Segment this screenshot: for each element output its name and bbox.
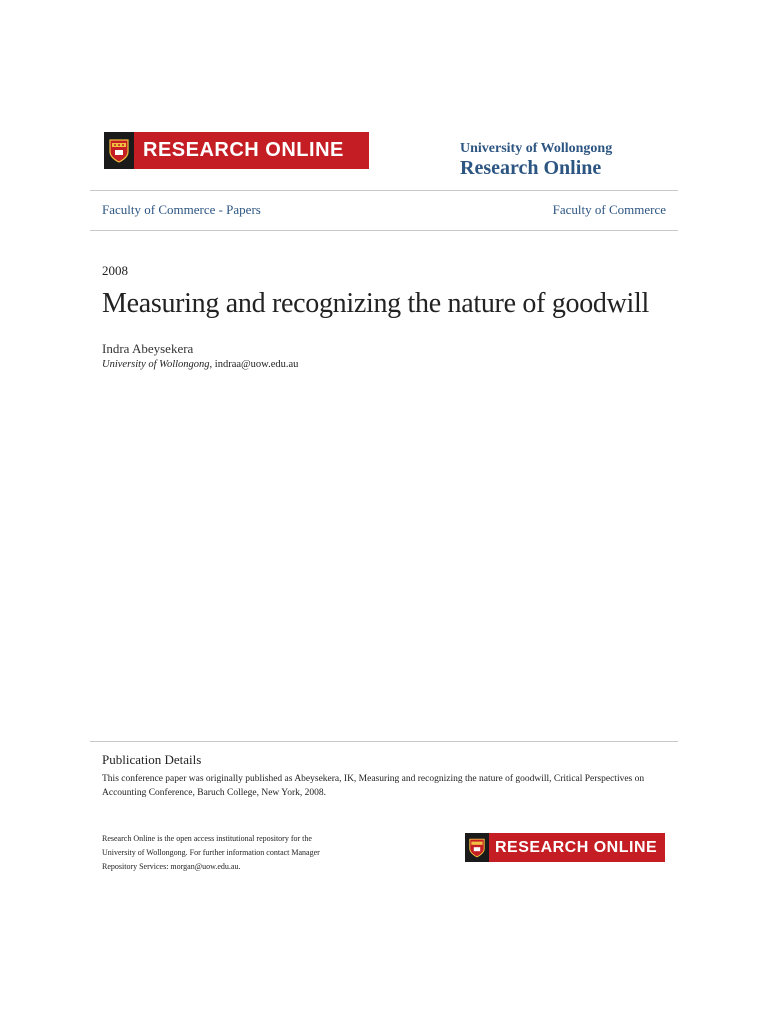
university-name: University of Wollongong [460,141,613,156]
publication-year: 2008 [102,263,128,278]
repository-info [102,832,392,874]
author-affiliation [102,359,298,370]
paper-title: Measuring and recognizing the nature of goodwill [102,288,649,319]
repository-info-line: Research Online is the open access institutional repository for the [102,834,312,843]
research-online-logo [104,132,369,169]
logo-text: RESEARCH ONLINE [495,838,658,856]
affiliation-name: University of Wollongong [102,359,210,370]
faculty-papers-link[interactable]: Faculty of Commerce - Papers [102,202,261,217]
logo-text: RESEARCH ONLINE [143,139,344,161]
publication-details-body: This conference paper was originally published as Abeysekera, IK, Measuring and recognizing the nature of goodwill, Critical Perspectives on Accounting Conference, Baruch College, New York, 2008. [102,774,645,798]
divider-top [90,190,678,191]
divider-bottom [90,741,678,742]
author-name: Indra Abeysekera [102,341,194,356]
research-online-logo-footer [465,833,665,862]
divider-middle [90,230,678,231]
repository-info-line: University of Wollongong. For further information contact Manager [102,848,320,857]
uow-crest-icon [104,132,134,169]
repository-info-line: Repository Services: morgan@uow.edu.au. [102,862,241,871]
uow-crest-icon [465,833,489,862]
university-title-block [460,141,612,179]
author-email[interactable]: , indraa@uow.edu.au [209,359,299,370]
faculty-link[interactable]: Faculty of Commerce [552,202,666,217]
research-online-heading: Research Online [460,157,602,179]
publication-details-heading: Publication Details [102,752,202,767]
